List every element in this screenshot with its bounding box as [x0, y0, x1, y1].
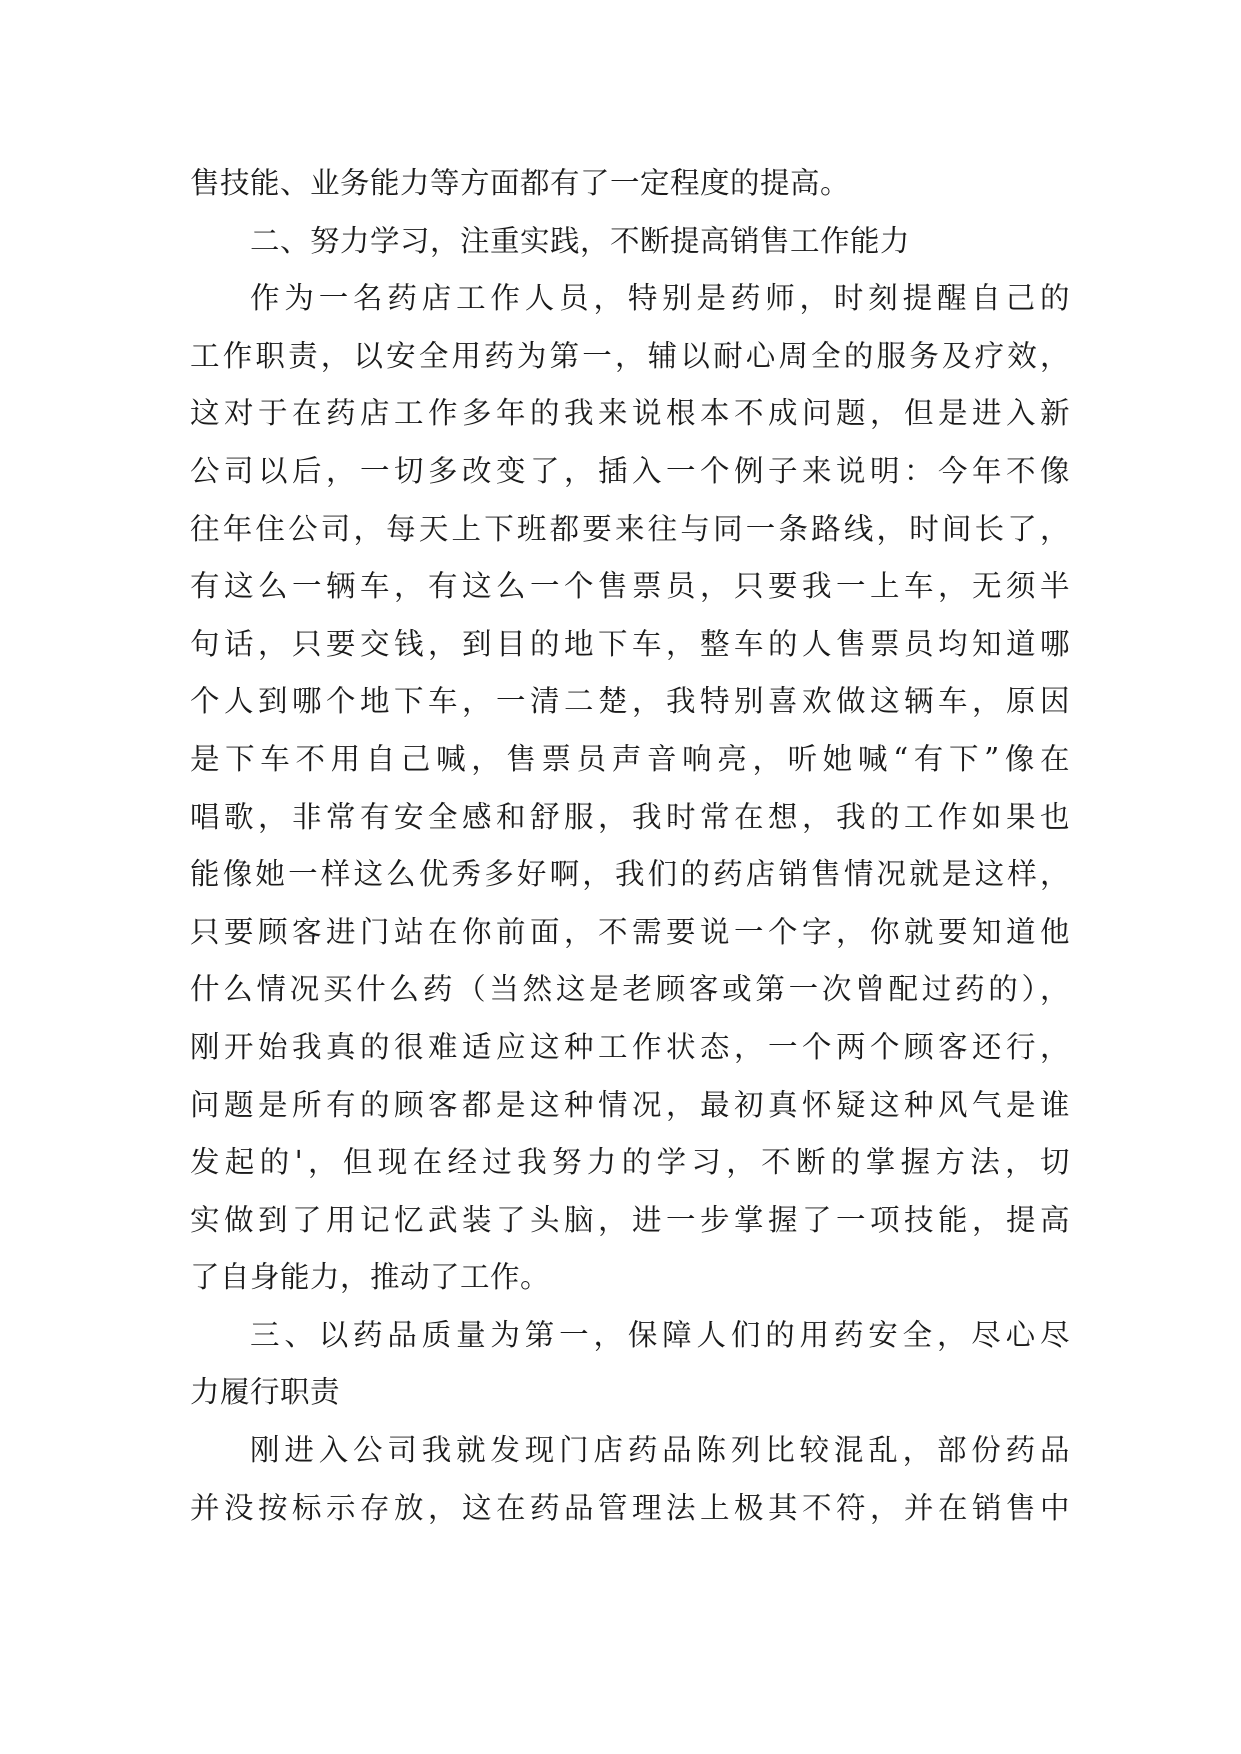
- text-line: 二、努力学习，注重实践，不断提高销售工作能力: [250, 223, 911, 258]
- text-line: 实做到了用记忆武装了头脑，进一步掌握了一项技能，提高: [190, 1202, 1070, 1237]
- text-line: 个人到哪个地下车，一清二楚，我特别喜欢做这辆车，原因: [190, 684, 1070, 719]
- text-line: 了自身能力，推动了工作。: [190, 1260, 551, 1295]
- text-line: 是下车不用自己喊，售票员声音响亮，听她喊“有下”像在: [190, 741, 1070, 776]
- text-line: 三、以药品质量为第一，保障人们的用药安全，尽心尽: [250, 1317, 1070, 1352]
- text-line: 售技能、业务能力等方面都有了一定程度的提高。: [190, 166, 851, 200]
- text-line: 发起的'，但现在经过我努力的学习，不断的掌握方法，切: [190, 1145, 1070, 1180]
- text-line: 公司以后，一切多改变了，插入一个例子来说明：今年不像: [190, 453, 1070, 488]
- text-line: 刚开始我真的很难适应这种工作状态，一个两个顾客还行，: [190, 1029, 1070, 1064]
- document-body: [190, 155, 1070, 1537]
- text-line: 只要顾客进门站在你前面，不需要说一个字，你就要知道他: [190, 914, 1070, 949]
- text-line: 力履行职责: [190, 1375, 341, 1410]
- text-line: 工作职责，以安全用药为第一，辅以耐心周全的服务及疗效，: [190, 338, 1070, 373]
- text-line: 什么情况买什么药（当然这是老顾客或第一次曾配过药的），: [190, 972, 1070, 1007]
- text-line: 往年住公司，每天上下班都要来往与同一条路线，时间长了，: [190, 511, 1070, 546]
- text-line: 这对于在药店工作多年的我来说根本不成问题，但是进入新: [190, 396, 1070, 431]
- text-line: 有这么一辆车，有这么一个售票员，只要我一上车，无须半: [190, 569, 1070, 604]
- text-line: 刚进入公司我就发现门店药品陈列比较混乱，部份药品: [250, 1433, 1070, 1468]
- text-line: 作为一名药店工作人员，特别是药师，时刻提醒自己的: [250, 281, 1070, 316]
- text-line: 唱歌，非常有安全感和舒服，我时常在想，我的工作如果也: [190, 799, 1070, 834]
- text-line: 问题是所有的顾客都是这种情况，最初真怀疑这种风气是谁: [190, 1087, 1070, 1122]
- text-line: 句话，只要交钱，到目的地下车，整车的人售票员均知道哪: [190, 626, 1070, 661]
- text-line: 能像她一样这么优秀多好啊，我们的药店销售情况就是这样，: [190, 857, 1070, 892]
- text-line: 并没按标示存放，这在药品管理法上极其不符，并在销售中: [190, 1490, 1070, 1525]
